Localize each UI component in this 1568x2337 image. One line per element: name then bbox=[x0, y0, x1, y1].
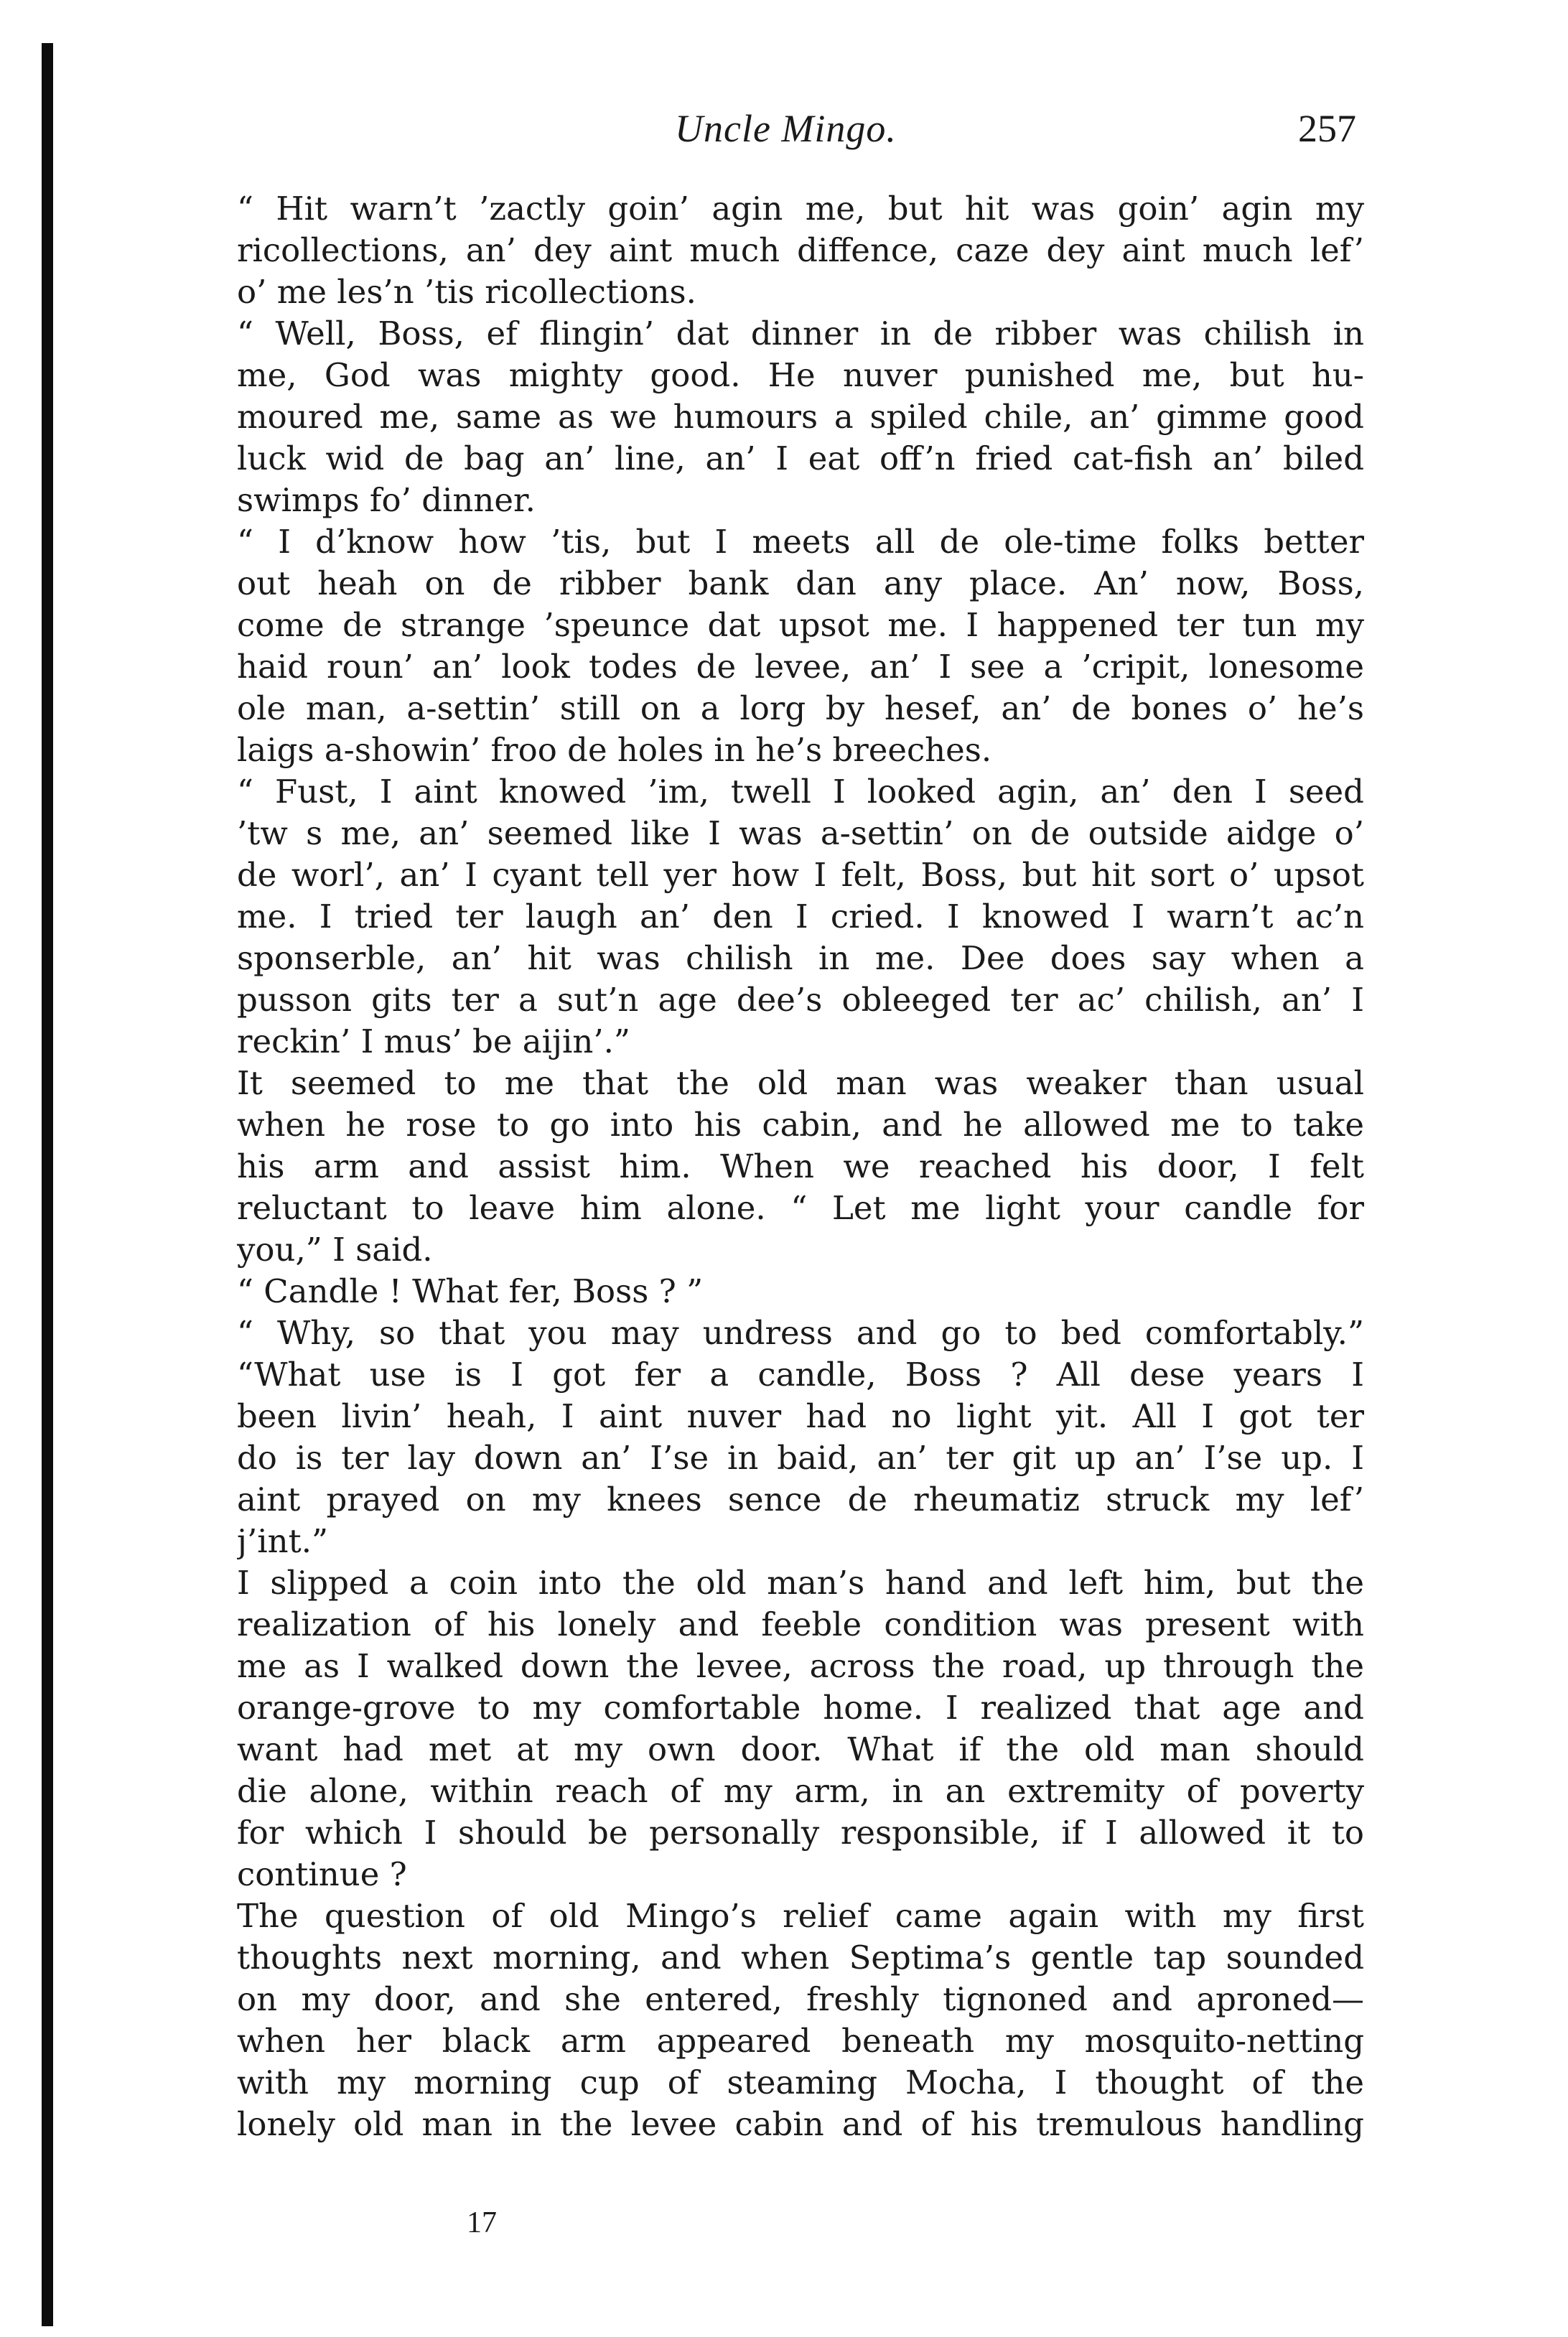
text-line: orange-grove to my comfortable home. I realized that age and bbox=[237, 1689, 1364, 1727]
text-line: ’tw s me, an’ seemed like I was a-settin’ on de outside aidge o’ bbox=[237, 814, 1364, 852]
text-line: when her black arm appeared beneath my mosquito-netting bbox=[237, 2022, 1364, 2060]
text-line: out heah on de ribber bank dan any place. An’ now, Boss, bbox=[237, 564, 1364, 602]
text-line: reckin’ I mus’ be aijin’.” bbox=[237, 1022, 630, 1060]
text-line: laigs a-showin’ froo de holes in he’s breeches. bbox=[237, 731, 992, 769]
text-line: me as I walked down the levee, across the road, up through the bbox=[237, 1647, 1364, 1685]
page-number: 257 bbox=[1298, 107, 1356, 150]
text-line: I slipped a coin into the old man’s hand and left him, but the bbox=[237, 1564, 1364, 1602]
text-line: do is ter lay down an’ I’se in baid, an’ ter git up an’ I’se up. I bbox=[237, 1439, 1364, 1477]
text-line: de worl’, an’ I cyant tell yer how I felt, Boss, but hit sort o’ upsot bbox=[237, 856, 1364, 894]
text-line: o’ me les’n ’tis ricollections. bbox=[237, 273, 696, 311]
text-line: realization of his lonely and feeble condition was present with bbox=[237, 1605, 1364, 1643]
text-line: his arm and assist him. When we reached his door, I felt bbox=[237, 1147, 1364, 1185]
text-line: moured me, same as we humours a spiled chile, an’ gimme good bbox=[237, 398, 1364, 436]
text-line: lonely old man in the levee cabin and of his tremulous handling bbox=[237, 2105, 1364, 2143]
text-line: “ Candle ! What fer, Boss ? ” bbox=[237, 1272, 704, 1310]
text-line: thoughts next morning, and when Septima’s gentle tap sounded bbox=[237, 1939, 1364, 1977]
text-line: been livin’ heah, I aint nuver had no light yit. All I got ter bbox=[237, 1397, 1364, 1435]
text-line: “ Hit warn’t ’zactly goin’ agin me, but hit was goin’ agin my bbox=[237, 190, 1364, 228]
text-line: you,” I said. bbox=[237, 1231, 433, 1269]
running-head bbox=[0, 106, 1568, 164]
text-line: continue ? bbox=[237, 1855, 407, 1893]
text-line: die alone, within reach of my arm, in an extremity of poverty bbox=[237, 1772, 1364, 1810]
text-line: reluctant to leave him alone. “ Let me light your candle for bbox=[237, 1189, 1364, 1227]
text-line: “ Why, so that you may undress and go to bed comfortably.” bbox=[237, 1314, 1364, 1352]
text-line: on my door, and she entered, freshly tignoned and aproned— bbox=[237, 1980, 1364, 2018]
text-line: me, God was mighty good. He nuver punished me, but hu- bbox=[237, 356, 1364, 394]
text-line: swimps fo’ dinner. bbox=[237, 481, 536, 519]
body-text bbox=[237, 188, 1364, 2145]
text-line: ricollections, an’ dey aint much diffence, caze dey aint much lef’ bbox=[237, 231, 1364, 269]
text-line: sponserble, an’ hit was chilish in me. Dee does say when a bbox=[237, 939, 1364, 977]
text-line: luck wid de bag an’ line, an’ I eat off’n fried cat-fish an’ biled bbox=[237, 439, 1364, 477]
text-line: “ Well, Boss, ef flingin’ dat dinner in de ribber was chilish in bbox=[237, 314, 1364, 353]
text-line: come de strange ’speunce dat upsot me. I happened ter tun my bbox=[237, 606, 1364, 644]
page-binding-edge bbox=[42, 43, 53, 2326]
text-line: when he rose to go into his cabin, and he allowed me to take bbox=[237, 1106, 1364, 1144]
text-line: with my morning cup of steaming Mocha, I thought of the bbox=[237, 2063, 1364, 2102]
text-line: “What use is I got fer a candle, Boss ? All dese years I bbox=[237, 1356, 1364, 1394]
text-line: ole man, a-settin’ still on a lorg by hesef, an’ de bones o’ he’s bbox=[237, 689, 1364, 727]
text-line: want had met at my own door. What if the old man should bbox=[237, 1730, 1364, 1768]
running-title: Uncle Mingo. bbox=[675, 107, 897, 150]
text-line: aint prayed on my knees sence de rheumatiz struck my lef’ bbox=[237, 1480, 1364, 1519]
text-line: pusson gits ter a sut’n age dee’s obleeged ter ac’ chilish, an’ I bbox=[237, 981, 1364, 1019]
text-line: for which I should be personally responsible, if I allowed it to bbox=[237, 1814, 1364, 1852]
text-line: It seemed to me that the old man was weaker than usual bbox=[237, 1064, 1364, 1102]
text-line: The question of old Mingo’s relief came again with my first bbox=[237, 1897, 1364, 1935]
signature-mark: 17 bbox=[467, 2206, 497, 2239]
text-line: haid roun’ an’ look todes de levee, an’ I see a ’cripit, lonesome bbox=[237, 648, 1364, 686]
text-line: “ Fust, I aint knowed ’im, twell I looked agin, an’ den I seed bbox=[237, 773, 1364, 811]
text-line: “ I d’know how ’tis, but I meets all de ole-time folks better bbox=[237, 523, 1364, 561]
text-line: j’int.” bbox=[237, 1522, 329, 1560]
text-line: me. I tried ter laugh an’ den I cried. I knowed I warn’t ac’n bbox=[237, 897, 1364, 936]
